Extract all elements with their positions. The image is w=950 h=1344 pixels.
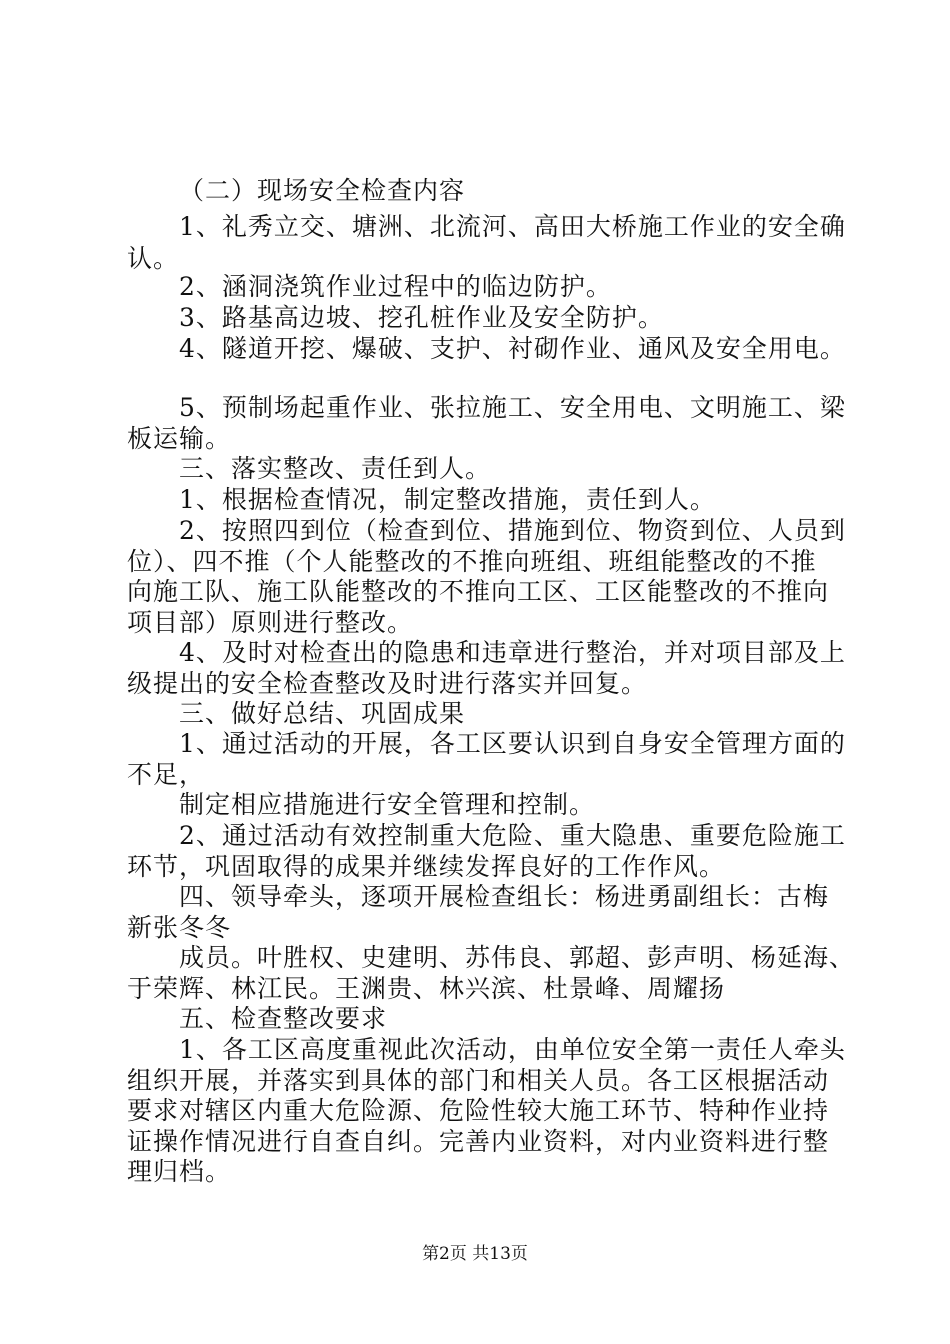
paragraph-line: 2、通过活动有效控制重大危险、重大隐患、重要危险施工 (179, 821, 846, 850)
paragraph-line: 1、根据检查情况，制定整改措施，责任到人。 (179, 485, 716, 514)
paragraph-line: 5、预制场起重作业、张拉施工、安全用电、文明施工、梁 (179, 393, 846, 422)
paragraph-line: 不足， (127, 760, 206, 789)
paragraph-line: 新张冬冬 (127, 913, 232, 942)
paragraph-line: 4、及时对检查出的隐患和违章进行整治，并对项目部及上 (179, 638, 846, 667)
paragraph-line: 2、按照四到位（检查到位、措施到位、物资到位、人员到 (179, 516, 846, 545)
paragraph-line: 4、隧道开挖、爆破、支护、衬砌作业、通风及安全用电。 (179, 334, 846, 363)
paragraph-line: 环节，巩固取得的成果并继续发挥良好的工作作风。 (127, 852, 726, 881)
section-heading: （二）现场安全检查内容 (179, 176, 466, 205)
paragraph-line: 组织开展，并落实到具体的部门和相关人员。各工区根据活动 (127, 1066, 830, 1095)
paragraph-line: 于荣辉、林江民。王渊贵、林兴滨、杜景峰、周耀扬 (127, 974, 726, 1003)
paragraph-line: 3、路基高边坡、挖孔桩作业及安全防护。 (179, 303, 664, 332)
paragraph-line: 1、礼秀立交、塘洲、北流河、高田大桥施工作业的安全确 (179, 212, 846, 241)
paragraph-line: 1、各工区高度重视此次活动，由单位安全第一责任人牵头 (179, 1035, 846, 1064)
section-heading: 四、领导牵头，逐项开展检查组长：杨进勇副组长：古梅 (179, 882, 830, 911)
paragraph-line: 理归档。 (127, 1157, 232, 1186)
paragraph-line: 级提出的安全检查整改及时进行落实并回复。 (127, 669, 648, 698)
paragraph-line: 位）、四不推（个人能整改的不推向班组、班组能整改的不推 (127, 547, 817, 576)
paragraph-line: 板运输。 (127, 424, 232, 453)
section-heading: 五、检查整改要求 (179, 1004, 388, 1033)
paragraph-line: 向施工队、施工队能整改的不推向工区、工区能整改的不推向 (127, 577, 830, 606)
paragraph-line: 制定相应措施进行安全管理和控制。 (179, 790, 596, 819)
paragraph-line: 项目部）原则进行整改。 (127, 608, 414, 637)
paragraph-line: 要求对辖区内重大危险源、危险性较大施工环节、特种作业持 (127, 1096, 830, 1125)
paragraph-line: 证操作情况进行自查自纠。完善内业资料，对内业资料进行整 (127, 1127, 830, 1156)
paragraph-line: 2、涵洞浇筑作业过程中的临边防护。 (179, 272, 612, 301)
page-number-footer: 第2页 共13页 (422, 1244, 528, 1264)
paragraph-line: 认。 (127, 244, 180, 273)
section-heading: 三、做好总结、巩固成果 (179, 699, 466, 728)
paragraph-line: 1、通过活动的开展，各工区要认识到自身安全管理方面的 (179, 729, 846, 758)
paragraph-line: 成员。叶胜权、史建明、苏伟良、郭超、彭声明、杨延海、 (179, 943, 856, 972)
section-heading: 三、落实整改、责任到人。 (179, 454, 492, 483)
